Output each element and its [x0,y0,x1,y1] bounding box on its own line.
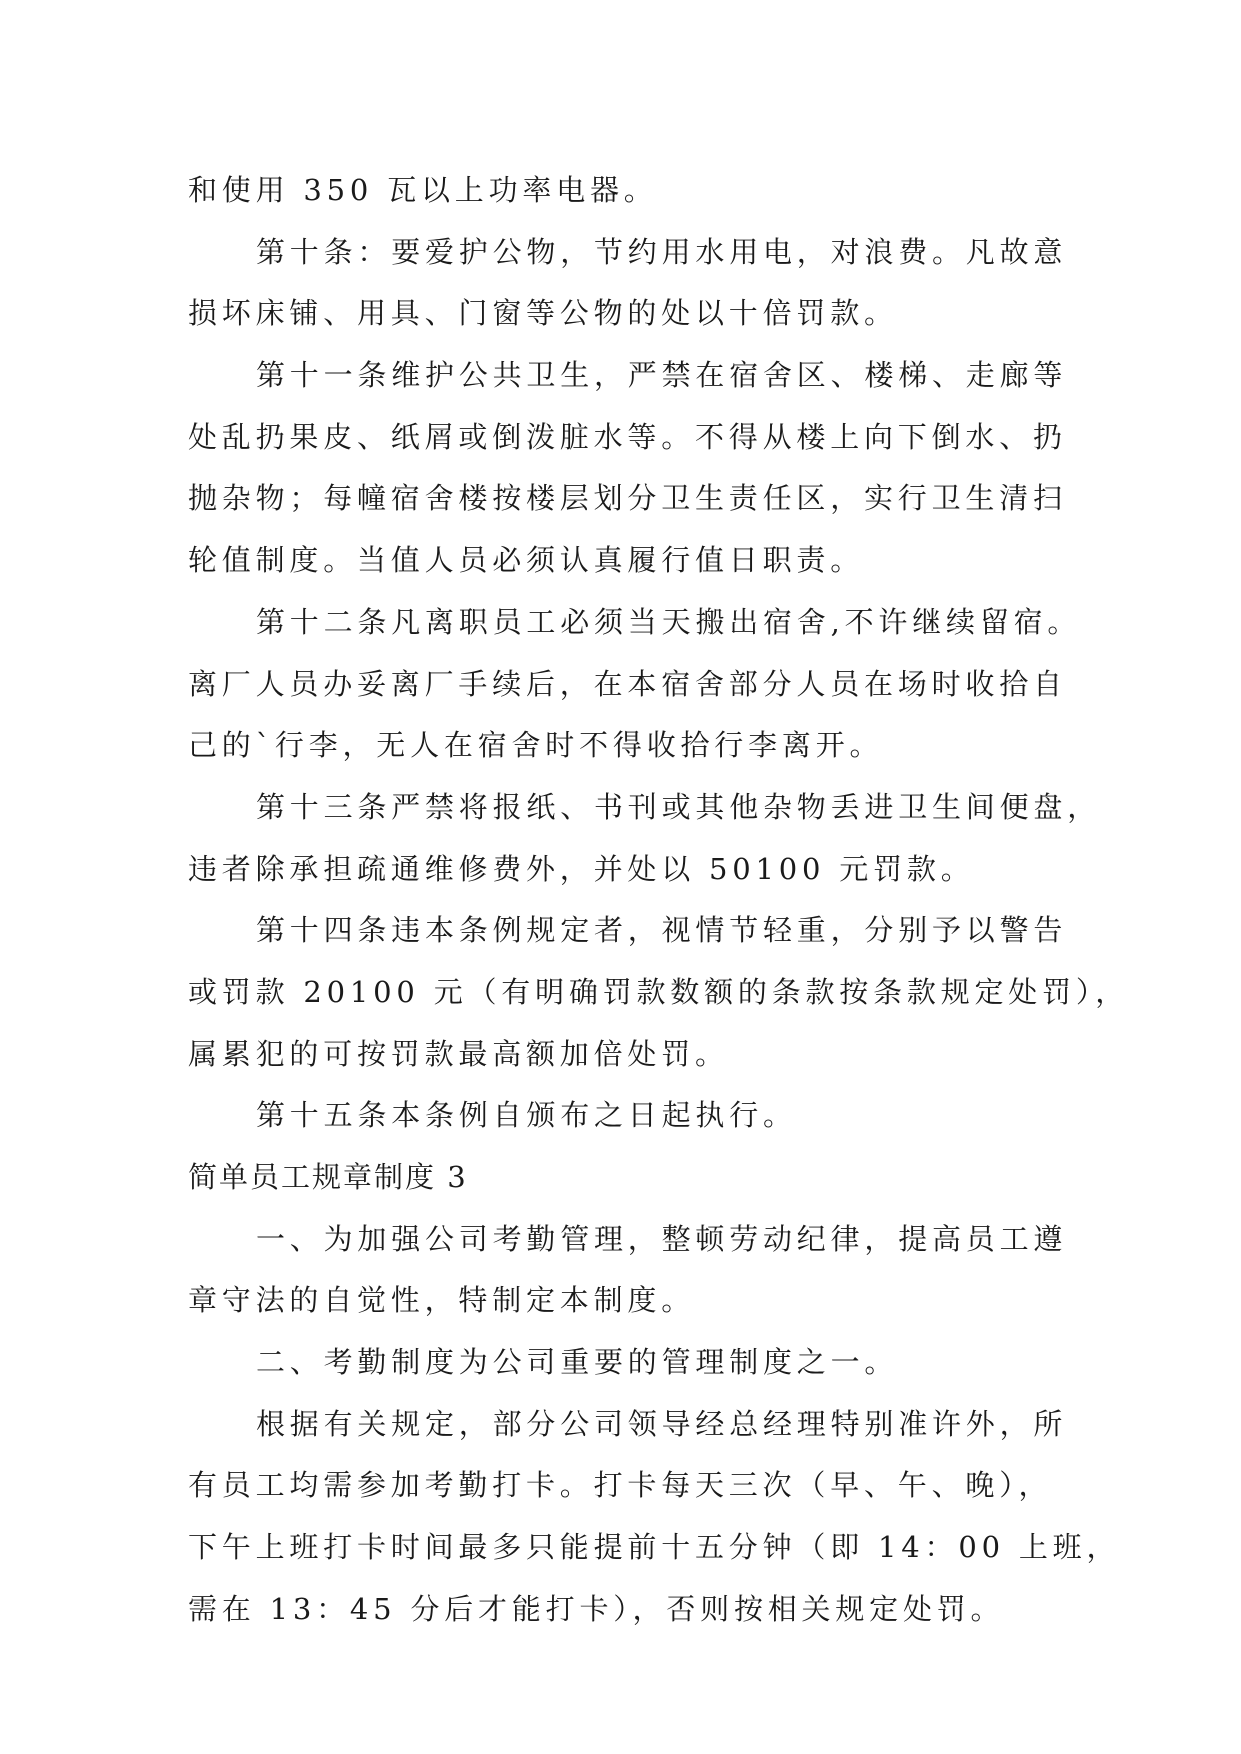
text-line: 第十二条凡离职员工必须当天搬出宿舍,不许继续留宿。 [256,604,1082,639]
section-heading: 简单员工规章制度 3 [188,1160,468,1194]
text-line: 损坏床铺、用具、门窗等公物的处以十倍罚款。 [188,296,898,331]
text-line: 需在 13：45 分后才能打卡），否则按相关规定处罚。 [188,1591,1005,1626]
text-line: 第十五条本条例自颁布之日起执行。 [256,1098,797,1133]
text-line: 第十一条维护公共卫生，严禁在宿舍区、楼梯、走廊等 [256,358,1068,393]
text-line: 下午上班打卡时间最多只能提前十五分钟（即 14：00 上班， [188,1530,1121,1565]
text-line: 一、为加强公司考勤管理，整顿劳动纪律，提高员工遵 [256,1221,1068,1256]
text-line: 根据有关规定，部分公司领导经总经理特别准许外，所 [256,1406,1068,1441]
text-line: 和使用 350 瓦以上功率电器。 [188,173,658,207]
text-line: 第十三条严禁将报纸、书刊或其他杂物丢进卫生间便盘， [256,789,1102,824]
text-line: 属累犯的可按罚款最高额加倍处罚。 [188,1036,729,1071]
text-line: 离厂人员办妥离厂手续后，在本宿舍部分人员在场时收拾自 [188,666,1067,701]
body-text [188,160,1129,1641]
text-line: 第十条：要爱护公物，节约用水用电，对浪费。凡故意 [256,234,1068,269]
text-line: 轮值制度。当值人员必须认真履行值日职责。 [188,543,865,578]
text-line: 处乱扔果皮、纸屑或倒泼脏水等。不得从楼上向下倒水、扔 [188,419,1067,454]
text-line: 或罚款 20100 元（有明确罚款数额的条款按条款规定处罚）， [188,974,1129,1009]
text-line: 二、考勤制度为公司重要的管理制度之一。 [256,1345,899,1380]
text-line: 抛杂物；每幢宿舍楼按楼层划分卫生责任区，实行卫生清扫 [188,481,1067,516]
text-line: 有员工均需参加考勤打卡。打卡每天三次（早、午、晚）， [188,1468,1053,1503]
text-line: 第十四条违本条例规定者，视情节轻重，分别予以警告 [256,913,1068,948]
text-line: 章守法的自觉性，特制定本制度。 [188,1283,696,1318]
text-line: 违者除承担疏通维修费外，并处以 50100 元罚款。 [188,851,975,886]
text-line: 己的`行李，无人在宿舍时不得收拾行李离开。 [188,728,884,763]
